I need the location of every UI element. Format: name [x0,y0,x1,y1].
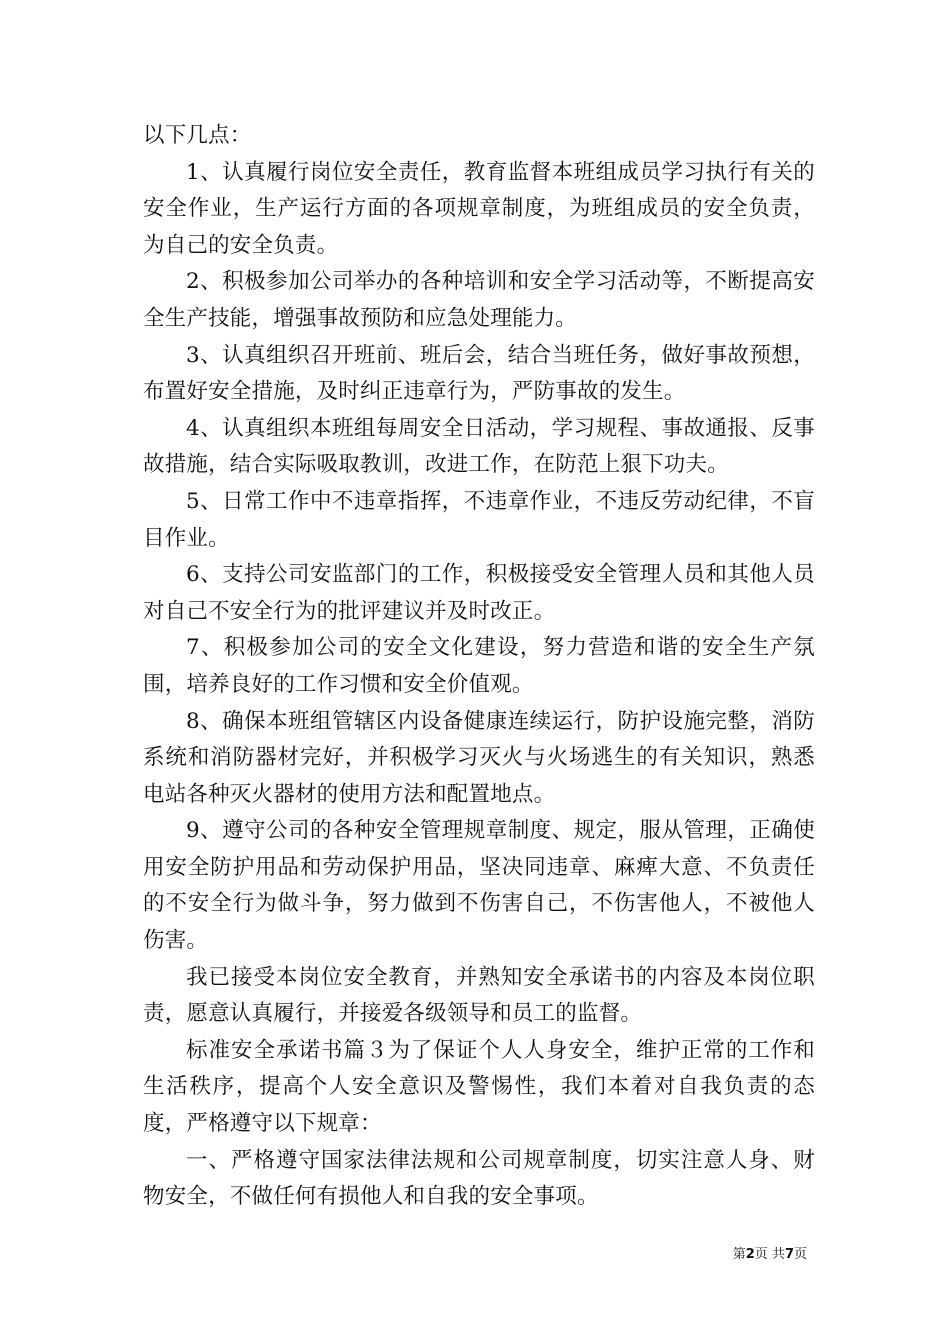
paragraph-item-7: 7、积极参加公司的安全文化建设，努力营造和谐的安全生产氛围，培养良好的工作习惯和安全价值观。 [143,635,815,697]
paragraph-item-1: 1、认真履行岗位安全责任，教育监督本班组成员学习执行有关的安全作业，生产运行方面的各项规章制度，为班组成员的安全负责，为自己的安全负责。 [143,159,815,258]
paragraph-item-5: 5、日常工作中不违章指挥，不违章作业，不违反劳动纪律，不盲目作业。 [143,488,815,551]
page-number-footer [733,1247,807,1263]
paragraph-item-4: 4、认真组织本班组每周安全日活动，学习规程、事故通报、反事故措施，结合实际吸取教训，改进工作，在防范上狠下功夫。 [143,415,815,478]
document-body [143,118,815,1216]
paragraph-acknowledgement: 我已接受本岗位安全教育，并熟知安全承诺书的内容及本岗位职责，愿意认真履行，并接爱各级领导和员工的监督。 [143,964,815,1027]
footer-total-pages: 7 [784,1247,794,1262]
footer-page-number: 2 [745,1247,755,1262]
footer-middle: 页 共 [754,1247,785,1262]
footer-prefix: 第 [732,1247,746,1262]
footer-suffix: 页 [793,1247,807,1262]
paragraph-item-2: 2、积极参加公司举办的各种培训和安全学习活动等，不断提高安全生产技能，增强事故预防和应急处理能力。 [143,269,815,331]
paragraph-intro: 以下几点： [143,123,252,148]
paragraph-item-9: 9、遵守公司的各种安全管理规章制度、规定，服从管理，正确使用安全防护用品和劳动保护用品，坚决同违章、麻痺大意、不负责任的不安全行为做斗争，努力做到不伤害自己，不伤害他人，不被他人伤害。 [143,818,815,954]
paragraph-item-8: 8、确保本班组管辖区内设备健康连续运行，防护设施完整，消防系统和消防器材完好，并积极学习灭火与火场逃生的有关知识，熟悉电站各种灭火器材的使用方法和配置地点。 [143,708,815,807]
paragraph-item-3: 3、认真组织召开班前、班后会，结合当班任务，做好事故预想，布置好安全措施，及时纠正违章行为，严防事故的发生。 [143,342,815,405]
paragraph-item-6: 6、支持公司安监部门的工作，积极接受安全管理人员和其他人员对自己不安全行为的批评建议并及时改正。 [143,562,815,624]
paragraph-section-3-intro: 标准安全承诺书篇３为了保证个人人身安全，维护正常的工作和生活秩序，提高个人安全意识及警惕性，我们本着对自我负责的态度，严格遵守以下规章： [143,1037,815,1137]
paragraph-rule-1: 一、严格遵守国家法律法规和公司规章制度，切实注意人身、财物安全，不做任何有损他人和自我的安全事项。 [143,1147,815,1210]
